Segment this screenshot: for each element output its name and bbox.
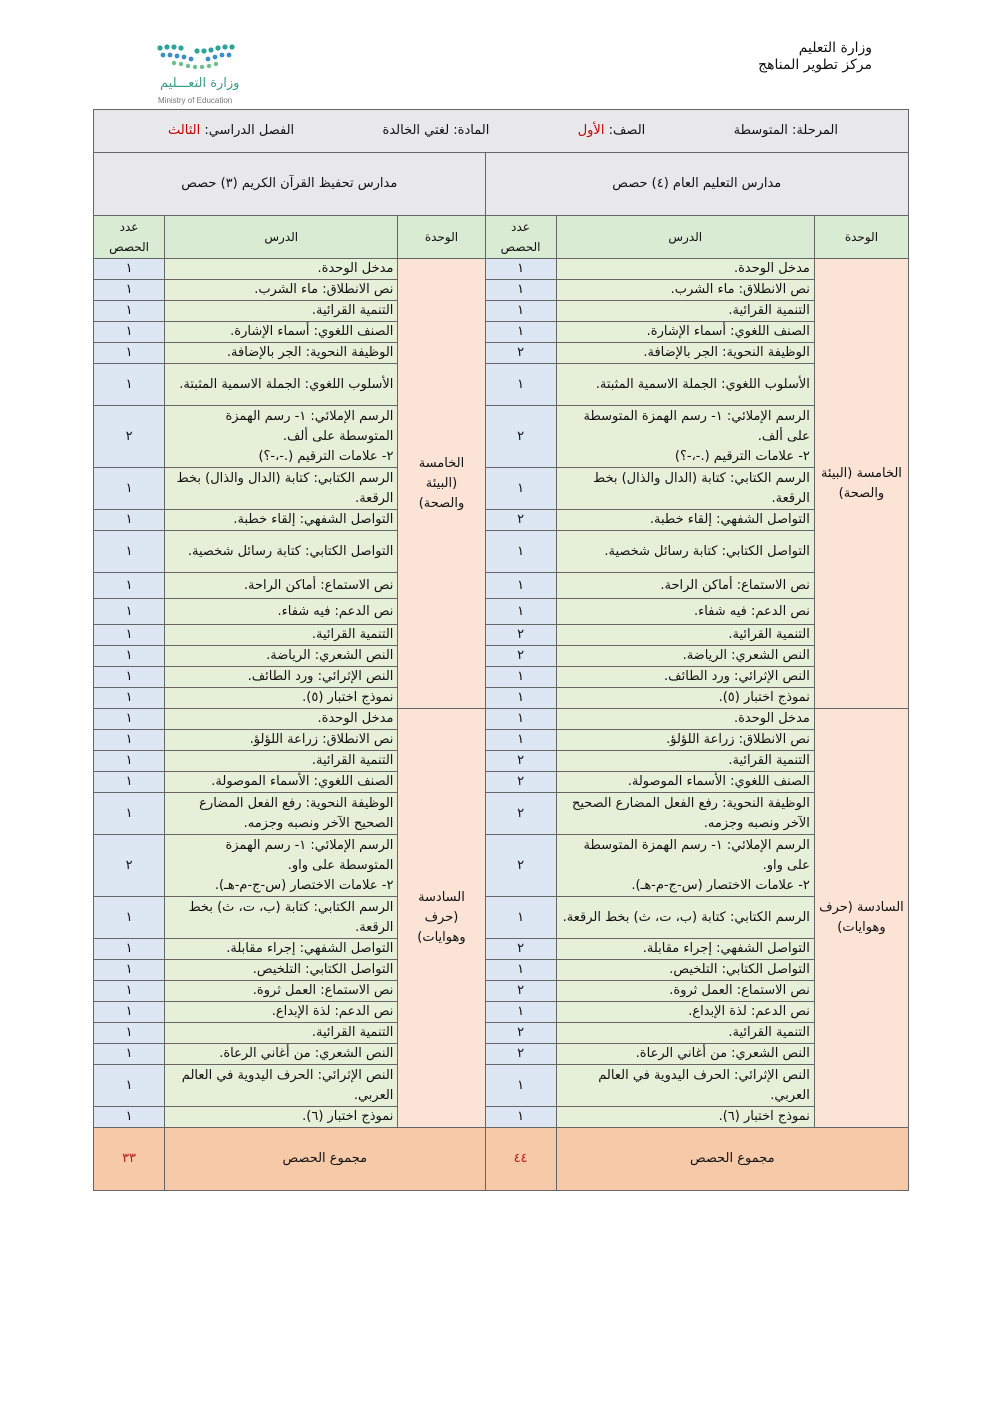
lesson-cell-quran	[165, 406, 398, 468]
table-row	[94, 1023, 909, 1044]
count-cell-general: ١	[485, 573, 556, 599]
lesson-text: التنمية القرائية.	[728, 627, 810, 642]
count-cell-quran: ١	[94, 709, 165, 730]
logo-subtitle: Ministry of Education	[158, 96, 233, 105]
lesson-cell-general	[556, 709, 814, 730]
count-cell-quran: ١	[94, 625, 165, 646]
lesson-cell-general	[556, 301, 814, 322]
lesson-cell-quran	[165, 835, 398, 897]
lesson-text: مدخل الوحدة.	[733, 711, 810, 726]
col-count-general: عدد الحصص	[485, 216, 556, 259]
table-row	[94, 960, 909, 981]
lesson-cell-general	[556, 646, 814, 667]
table-row	[94, 730, 909, 751]
lesson-text: النص الإثرائي: الحرف اليدوية في العالم العربي.	[181, 1067, 394, 1103]
lesson-text-line2: ٢- علامات الاختصار (س-ج-م-هـ).	[631, 877, 810, 893]
lesson-cell-quran	[165, 751, 398, 772]
section-quran: مدارس تحفيظ القرآن الكريم (٣) حصص	[94, 153, 486, 216]
lesson-plan-table	[93, 109, 909, 1191]
lesson-text-line2: ٢- علامات الاختصار (س-ج-م-هـ).	[214, 877, 394, 893]
lesson-cell-quran	[165, 364, 398, 406]
totals-row	[94, 1128, 909, 1191]
lesson-cell-quran	[165, 343, 398, 364]
lesson-cell-quran	[165, 1044, 398, 1065]
total-value-quran: ٣٣	[94, 1128, 165, 1191]
grade-value: الأول	[577, 123, 605, 138]
table-row	[94, 1002, 909, 1023]
lesson-cell-general	[556, 625, 814, 646]
lesson-text: الوظيفة النحوية: الجر بالإضافة.	[226, 345, 394, 360]
lesson-text-line2: ٢- علامات الترقيم (.-،-؟)	[258, 448, 394, 464]
lesson-text: نص الدعم: لذة الإبداع.	[688, 1004, 810, 1019]
lesson-cell-quran	[165, 772, 398, 793]
lesson-cell-general	[556, 531, 814, 573]
count-cell-general: ٢	[485, 625, 556, 646]
lesson-text: الرسم الكتابي: كتابة (الدال والذال) بخط الرقعة.	[593, 470, 810, 506]
table-row	[94, 322, 909, 343]
count-cell-quran: ١	[94, 730, 165, 751]
lesson-cell-quran	[165, 280, 398, 301]
lesson-cell-general	[556, 573, 814, 599]
column-header-row	[94, 216, 909, 259]
lesson-text: نص الانطلاق: ماء الشرب.	[670, 282, 810, 297]
lesson-text: الوظيفة النحوية: رفع الفعل المضارع الصحيح الآخر ونصبه وجزمه.	[571, 795, 810, 831]
count-cell-quran: ١	[94, 1107, 165, 1128]
curriculum-center: مركز تطوير المناهج	[758, 57, 872, 73]
unit-cell-quran: السادسة (حرف وهوايات)	[398, 709, 485, 1128]
lesson-cell-general	[556, 406, 814, 468]
lesson-text: نص الانطلاق: زراعة اللؤلؤ.	[666, 732, 810, 747]
table-row	[94, 688, 909, 709]
lesson-text: نموذج اختبار (٦).	[302, 1109, 394, 1124]
lesson-text: التواصل الشفهي: إجراء مقابلة.	[226, 941, 394, 956]
lesson-text: نص الدعم: فيه شفاء.	[693, 603, 810, 619]
term-label: الفصل الدراسي:	[204, 123, 295, 138]
lesson-cell-quran	[165, 709, 398, 730]
lesson-text: نص الانطلاق: ماء الشرب.	[254, 282, 394, 297]
count-cell-quran: ١	[94, 531, 165, 573]
count-cell-quran: ١	[94, 1065, 165, 1107]
table-row	[94, 897, 909, 939]
lesson-text: التواصل الكتابي: التلخيص.	[252, 962, 394, 977]
lesson-text: النص الإثرائي: ورد الطائف.	[247, 669, 394, 684]
count-cell-general: ١	[485, 259, 556, 280]
count-cell-general: ٢	[485, 1044, 556, 1065]
count-cell-general: ٢	[485, 939, 556, 960]
count-cell-general: ١	[485, 364, 556, 406]
table-row	[94, 510, 909, 531]
lesson-cell-quran	[165, 1107, 398, 1128]
lesson-text: التواصل الشفهي: إلقاء خطبة.	[233, 512, 394, 527]
term-value: الثالث	[168, 123, 201, 138]
lesson-cell-general	[556, 599, 814, 625]
count-cell-quran: ١	[94, 599, 165, 625]
count-cell-general: ٢	[485, 772, 556, 793]
table-row	[94, 751, 909, 772]
table-row	[94, 1107, 909, 1128]
count-cell-quran: ٢	[94, 406, 165, 468]
lesson-cell-general	[556, 730, 814, 751]
lesson-text: الأسلوب اللغوي: الجملة الاسمية المثبتة.	[595, 376, 810, 392]
count-cell-quran: ١	[94, 667, 165, 688]
lesson-text: نموذج اختبار (٥).	[718, 690, 810, 705]
lesson-cell-general	[556, 688, 814, 709]
table-row	[94, 599, 909, 625]
count-cell-quran: ١	[94, 510, 165, 531]
lesson-cell-quran	[165, 667, 398, 688]
count-cell-general: ٢	[485, 406, 556, 468]
lesson-cell-quran	[165, 981, 398, 1002]
lesson-text: النص الإثرائي: ورد الطائف.	[664, 669, 810, 684]
stage-label: المرحلة: المتوسطة	[733, 123, 838, 138]
lesson-cell-quran	[165, 531, 398, 573]
table-row	[94, 625, 909, 646]
count-cell-quran: ١	[94, 646, 165, 667]
ministry-header	[758, 40, 872, 74]
lesson-cell-general	[556, 793, 814, 835]
count-cell-quran: ١	[94, 772, 165, 793]
total-value-general: ٤٤	[485, 1128, 556, 1191]
lesson-cell-general	[556, 280, 814, 301]
count-cell-general: ٢	[485, 793, 556, 835]
lesson-text: مدخل الوحدة.	[733, 261, 810, 276]
lesson-text: الأسلوب اللغوي: الجملة الاسمية المثبتة.	[179, 376, 394, 392]
count-cell-quran: ١	[94, 981, 165, 1002]
count-cell-general: ١	[485, 1107, 556, 1128]
table-row	[94, 343, 909, 364]
table-row	[94, 981, 909, 1002]
lesson-text: الرسم الإملائي: ١- رسم الهمزة المتوسطة على ألف.	[225, 408, 394, 444]
lesson-cell-general	[556, 960, 814, 981]
table-row	[94, 1044, 909, 1065]
table-row	[94, 835, 909, 897]
count-cell-quran: ١	[94, 468, 165, 510]
grade-field	[578, 121, 646, 141]
lesson-text: نموذج اختبار (٥).	[302, 690, 394, 705]
col-lesson-quran: الدرس	[165, 216, 398, 259]
count-cell-quran: ١	[94, 1002, 165, 1023]
lesson-cell-general	[556, 939, 814, 960]
lesson-cell-general	[556, 1065, 814, 1107]
lesson-cell-general	[556, 343, 814, 364]
lesson-text: الوظيفة النحوية: الجر بالإضافة.	[643, 345, 810, 360]
count-cell-general: ١	[485, 709, 556, 730]
lesson-cell-quran	[165, 793, 398, 835]
lesson-cell-quran	[165, 730, 398, 751]
count-cell-general: ١	[485, 960, 556, 981]
count-cell-quran: ١	[94, 751, 165, 772]
count-cell-quran: ١	[94, 1044, 165, 1065]
lesson-cell-general	[556, 751, 814, 772]
table-row	[94, 793, 909, 835]
lesson-text: نموذج اختبار (٦).	[718, 1109, 810, 1124]
count-cell-general: ١	[485, 280, 556, 301]
lesson-cell-general	[556, 259, 814, 280]
count-cell-general: ١	[485, 1002, 556, 1023]
count-cell-general: ٢	[485, 343, 556, 364]
table-row	[94, 301, 909, 322]
count-cell-quran: ١	[94, 573, 165, 599]
lesson-cell-quran	[165, 259, 398, 280]
lesson-text: الرسم الإملائي: ١- رسم الهمزة المتوسطة على واو.	[583, 837, 810, 873]
table-row	[94, 280, 909, 301]
unit-cell-general: السادسة (حرف وهوايات)	[814, 709, 908, 1128]
meta-info	[98, 121, 904, 141]
col-lesson-general: الدرس	[556, 216, 814, 259]
lesson-text: الصنف اللغوي: أسماء الإشارة.	[230, 324, 394, 339]
table-row	[94, 259, 909, 280]
count-cell-quran: ١	[94, 939, 165, 960]
lesson-text: الرسم الكتابي: كتابة (ب، ت، ث) بخط الرقعة.	[188, 899, 394, 935]
lesson-text: التواصل الكتابي: التلخيص.	[669, 962, 810, 977]
count-cell-general: ١	[485, 301, 556, 322]
total-label-quran: مجموع الحصص	[165, 1128, 485, 1191]
lesson-text: النص الشعري: الرياضة.	[266, 648, 394, 663]
lesson-cell-quran	[165, 322, 398, 343]
lesson-text: نص الدعم: لذة الإبداع.	[271, 1004, 394, 1019]
count-cell-quran: ١	[94, 897, 165, 939]
lesson-text: النص الشعري: من أغاني الرعاة.	[635, 1046, 810, 1061]
count-cell-general: ٢	[485, 981, 556, 1002]
lesson-cell-general	[556, 835, 814, 897]
lesson-cell-general	[556, 1044, 814, 1065]
table-row	[94, 772, 909, 793]
lesson-text: نص الانطلاق: زراعة اللؤلؤ.	[249, 732, 394, 747]
term-field	[168, 121, 294, 141]
lesson-text: التنمية القرائية.	[728, 1025, 810, 1040]
lesson-cell-quran	[165, 897, 398, 939]
section-general: مدارس التعليم العام (٤) حصص	[485, 153, 908, 216]
unit-cell-general: الخامسة (البيئة والصحة)	[814, 259, 908, 709]
count-cell-quran: ١	[94, 322, 165, 343]
lesson-text: نص الاستماع: أماكن الراحة.	[243, 577, 394, 593]
lesson-text: التواصل الشفهي: إجراء مقابلة.	[642, 941, 810, 956]
lesson-text: النص الإثرائي: الحرف اليدوية في العالم العربي.	[598, 1067, 810, 1103]
count-cell-general: ١	[485, 599, 556, 625]
lesson-text: التواصل الشفهي: إلقاء خطبة.	[649, 512, 810, 527]
lesson-cell-quran	[165, 688, 398, 709]
lesson-cell-quran	[165, 625, 398, 646]
lesson-text: مدخل الوحدة.	[317, 711, 394, 726]
lesson-cell-general	[556, 667, 814, 688]
lesson-cell-general	[556, 1107, 814, 1128]
lesson-text: الصنف اللغوي: الأسماء الموصولة.	[211, 774, 394, 789]
lesson-cell-general	[556, 510, 814, 531]
lesson-text: النص الشعري: الرياضة.	[682, 648, 810, 663]
subject-label: المادة: لغتي الخالدة	[382, 123, 490, 138]
logo-wordmark: وزارة التعـــليم	[160, 76, 240, 91]
table-row	[94, 939, 909, 960]
count-cell-general: ١	[485, 1065, 556, 1107]
lesson-cell-general	[556, 981, 814, 1002]
count-cell-quran: ١	[94, 793, 165, 835]
count-cell-general: ٢	[485, 751, 556, 772]
table-row	[94, 406, 909, 468]
lesson-text: التواصل الكتابي: كتابة رسائل شخصية.	[187, 543, 394, 559]
lesson-text: نص الاستماع: العمل ثروة.	[669, 983, 810, 998]
lesson-cell-quran	[165, 939, 398, 960]
count-cell-general: ٢	[485, 835, 556, 897]
lesson-text: الرسم الكتابي: كتابة (ب، ت، ث) بخط الرقعة.	[562, 909, 810, 925]
lesson-text: الرسم الإملائي: ١- رسم الهمزة المتوسطة على ألف.	[583, 408, 810, 444]
table-row	[94, 364, 909, 406]
lesson-text: نص الدعم: فيه شفاء.	[277, 603, 394, 619]
table-row	[94, 667, 909, 688]
lesson-text: نص الاستماع: أماكن الراحة.	[660, 577, 810, 593]
lesson-text: الصنف اللغوي: الأسماء الموصولة.	[627, 774, 810, 789]
lesson-text: التنمية القرائية.	[311, 753, 394, 768]
col-unit-quran: الوحدة	[398, 216, 485, 259]
lesson-cell-quran	[165, 1065, 398, 1107]
lesson-text: التنمية القرائية.	[311, 303, 394, 318]
grade-label: الصف:	[608, 123, 646, 138]
count-cell-quran: ١	[94, 688, 165, 709]
lesson-text: الصنف اللغوي: أسماء الإشارة.	[646, 324, 810, 339]
count-cell-general: ١	[485, 688, 556, 709]
lesson-cell-quran	[165, 301, 398, 322]
table-row	[94, 531, 909, 573]
count-cell-quran: ١	[94, 259, 165, 280]
lesson-text: الرسم الإملائي: ١- رسم الهمزة المتوسطة على واو.	[225, 837, 394, 873]
unit-cell-quran: الخامسة (البيئة والصحة)	[398, 259, 485, 709]
lesson-text: التنمية القرائية.	[728, 303, 810, 318]
lesson-text: مدخل الوحدة.	[317, 261, 394, 276]
count-cell-general: ١	[485, 322, 556, 343]
count-cell-quran: ١	[94, 364, 165, 406]
count-cell-general: ٢	[485, 646, 556, 667]
lesson-cell-general	[556, 468, 814, 510]
lesson-text: التنمية القرائية.	[728, 753, 810, 768]
count-cell-general: ١	[485, 667, 556, 688]
lesson-text: التنمية القرائية.	[311, 1025, 394, 1040]
count-cell-quran: ١	[94, 1023, 165, 1044]
lesson-cell-quran	[165, 646, 398, 667]
count-cell-quran: ١	[94, 301, 165, 322]
count-cell-general: ١	[485, 730, 556, 751]
count-cell-general: ١	[485, 897, 556, 939]
table-row	[94, 709, 909, 730]
lesson-text: النص الشعري: من أغاني الرعاة.	[219, 1046, 394, 1061]
lesson-cell-quran	[165, 1002, 398, 1023]
total-label-general: مجموع الحصص	[556, 1128, 908, 1191]
col-unit-general: الوحدة	[814, 216, 908, 259]
lesson-cell-general	[556, 1023, 814, 1044]
section-row	[94, 153, 909, 216]
lesson-cell-quran	[165, 510, 398, 531]
lesson-text: نص الاستماع: العمل ثروة.	[252, 983, 394, 998]
lesson-cell-general	[556, 322, 814, 343]
lesson-cell-quran	[165, 573, 398, 599]
lesson-cell-general	[556, 772, 814, 793]
lesson-text: التواصل الكتابي: كتابة رسائل شخصية.	[604, 543, 810, 559]
lesson-text-line2: ٢- علامات الترقيم (.-،-؟)	[674, 448, 810, 464]
count-cell-quran: ١	[94, 960, 165, 981]
ministry-name: وزارة التعليم	[798, 40, 872, 56]
table-row	[94, 1065, 909, 1107]
count-cell-quran: ١	[94, 343, 165, 364]
lesson-cell-quran	[165, 960, 398, 981]
col-count-quran: عدد الحصص	[94, 216, 165, 259]
count-cell-general: ٢	[485, 1023, 556, 1044]
table-row	[94, 646, 909, 667]
count-cell-quran: ٢	[94, 835, 165, 897]
table-row	[94, 573, 909, 599]
lesson-text: التنمية القرائية.	[311, 627, 394, 642]
table-row	[94, 468, 909, 510]
lesson-text: الرسم الكتابي: كتابة (الدال والذال) بخط الرقعة.	[176, 470, 394, 506]
count-cell-general: ١	[485, 531, 556, 573]
lesson-cell-quran	[165, 599, 398, 625]
count-cell-general: ٢	[485, 510, 556, 531]
count-cell-quran: ١	[94, 280, 165, 301]
lesson-cell-general	[556, 1002, 814, 1023]
lesson-cell-general	[556, 897, 814, 939]
meta-row	[94, 110, 909, 153]
lesson-text: الوظيفة النحوية: رفع الفعل المضارع الصحيح الآخر ونصبه وجزمه.	[199, 795, 394, 831]
count-cell-general: ١	[485, 468, 556, 510]
lesson-cell-quran	[165, 1023, 398, 1044]
lesson-cell-general	[556, 364, 814, 406]
lesson-cell-quran	[165, 468, 398, 510]
